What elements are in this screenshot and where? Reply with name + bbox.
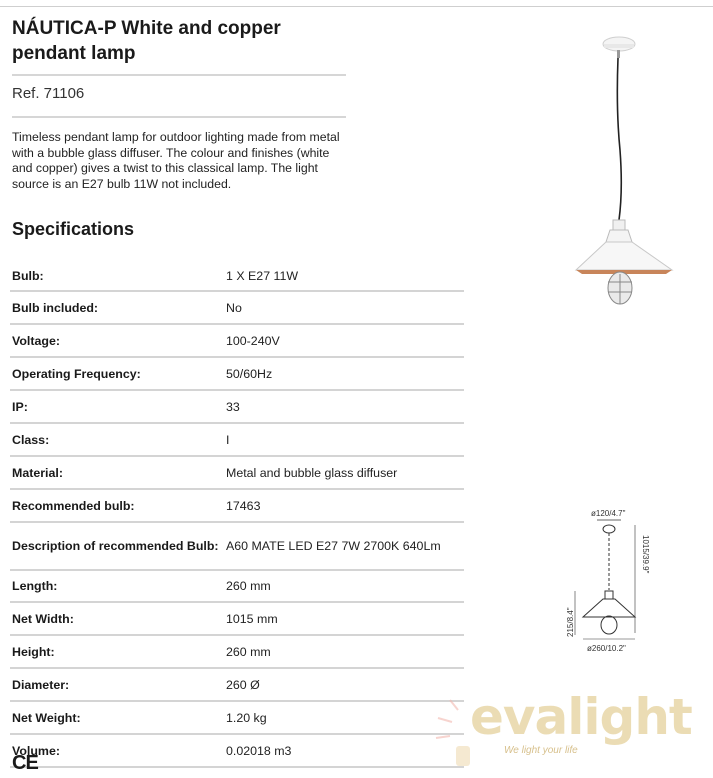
ce-mark: CE <box>12 752 38 774</box>
diagram-side-dim: 1015/39.9" <box>641 535 650 574</box>
product-title: NÁUTICA-P White and copper pendant lamp <box>12 18 281 64</box>
spec-value: A60 MATE LED E27 7W 2700K 640Lm <box>226 539 441 553</box>
spec-label: Bulb included: <box>12 300 99 315</box>
product-ref: Ref. 71106 <box>12 85 85 102</box>
spec-row <box>10 636 464 669</box>
spec-value: 0.02018 m3 <box>226 743 292 758</box>
spec-value: 17463 <box>226 498 261 513</box>
evalight-logo: evalight <box>470 688 692 746</box>
spec-label: Operating Frequency: <box>12 366 141 381</box>
spec-label: Voltage: <box>12 333 60 348</box>
spec-value: 260 mm <box>226 644 271 659</box>
spec-value: Metal and bubble glass diffuser <box>226 465 398 480</box>
title-divider <box>12 74 346 76</box>
spec-label: Description of recommended Bulb: <box>12 539 219 553</box>
spec-row <box>10 325 464 358</box>
spec-row <box>10 262 464 292</box>
lamp-photo <box>560 30 690 310</box>
evalight-tagline: We light your life <box>504 745 578 756</box>
spec-row <box>10 292 464 325</box>
spec-value: 260 mm <box>226 579 271 593</box>
spec-row <box>10 735 464 768</box>
diagram-bottom-dim: ø260/10.2" <box>587 644 626 653</box>
top-divider <box>0 6 713 7</box>
spec-row <box>10 424 464 457</box>
specifications-heading: Specifications <box>12 219 135 239</box>
spec-value: I <box>226 432 230 447</box>
dimension-diagram <box>565 505 675 655</box>
spec-value: 1.20 kg <box>226 710 267 725</box>
spec-value: 1015 mm <box>226 611 278 626</box>
spec-row <box>10 669 464 702</box>
spec-value: 1 X E27 11W <box>226 269 299 283</box>
specifications-table <box>10 262 464 768</box>
spec-label: Class: <box>12 432 50 447</box>
spec-row <box>10 358 464 391</box>
spec-row <box>10 523 464 571</box>
spec-label: Bulb: <box>12 269 44 283</box>
spec-label: IP: <box>12 399 28 414</box>
spec-label: Length: <box>12 579 58 593</box>
ref-divider <box>12 116 346 118</box>
spec-row <box>10 702 464 735</box>
spec-label: Net Width: <box>12 611 74 626</box>
spec-label: Net Weight: <box>12 710 81 725</box>
spec-row <box>10 571 464 603</box>
spec-value: 50/60Hz <box>226 366 273 381</box>
diagram-height-dim: 215/8.4" <box>566 607 575 637</box>
spec-value: 33 <box>226 399 240 414</box>
spec-row <box>10 603 464 636</box>
product-description: Timeless pendant lamp for outdoor lighting made from metal with a bubble glass diffuser. The colour and finishes (white and copper) gives a twist to this classical lamp. The light source is an E27 bulb 11W not included. <box>12 130 340 191</box>
spec-label: Recommended bulb: <box>12 498 135 513</box>
spec-label: Diameter: <box>12 677 70 692</box>
spec-label: Volume: <box>12 743 60 758</box>
spec-label: Material: <box>12 465 63 480</box>
spec-value: 260 Ø <box>226 677 260 692</box>
spec-label: Height: <box>12 644 55 659</box>
spec-value: No <box>226 300 242 315</box>
spec-value: 100-240V <box>226 333 280 348</box>
spec-row <box>10 457 464 490</box>
diagram-top-dim: ø120/4.7" <box>591 509 626 518</box>
spec-row <box>10 391 464 424</box>
spec-row <box>10 490 464 523</box>
